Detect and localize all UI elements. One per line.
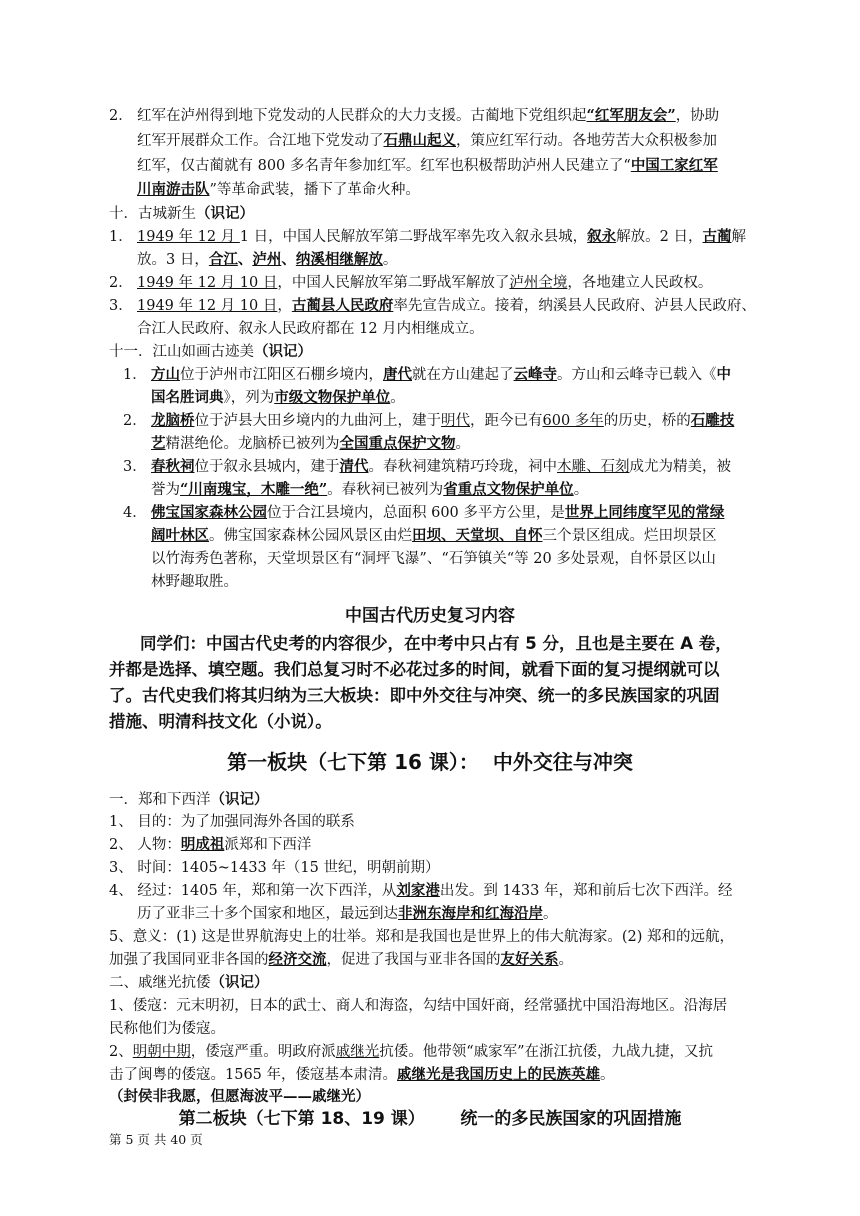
paragraph-line: 林野趣取胜。 xyxy=(151,574,238,590)
list-number: 1． xyxy=(123,367,147,383)
paragraph-line: 佛宝国家森林公园位于合江县境内，总面积 600 多平方公里，是世界上同纬度罕见的常绿 xyxy=(151,504,725,521)
paragraph-line: 龙脑桥位于泸县大田乡境内的九曲河上，建于明代，距今已有600 多年的历史，桥的石雕技 xyxy=(151,412,735,429)
block-title: 第二板块（七下第 18、19 课） 统一的多民族国家的巩固措施 xyxy=(178,1109,682,1129)
paragraph-line: 红军开展群众工作。合江地下党发动了石鼎山起义，策应红军行动。各地劳苦大众积极参加 xyxy=(137,132,717,149)
list-number: 2． xyxy=(109,275,133,291)
list-number: 1． xyxy=(109,229,133,245)
paragraph-line: 1949 年 12 月 10 日，中国人民解放军第二野战军解放了泸州全境，各地建立人民政权。 xyxy=(137,275,713,291)
section-title: 中国古代历史复习内容 xyxy=(345,606,515,626)
paragraph-line: 1、倭寇：元末明初，日本的武士、商人和海盗，勾结中国奸商，经常骚扰中国沿海地区。沿海居 xyxy=(109,998,728,1014)
paragraph-line: 国名胜词典》，列为市级文物保护单位。 xyxy=(151,389,405,406)
paragraph-line: 民称他们为倭寇。 xyxy=(109,1021,225,1037)
paragraph-line: 1949 年 12 月 10 日，古蔺县人民政府率先宣告成立。接着，纳溪县人民政府、泸县人民政府、 xyxy=(137,297,756,314)
paragraph-line: 历了亚非三十多个国家和地区，最远到达非洲东海岸和红海沿岸。 xyxy=(137,905,558,922)
paragraph-line: 4、 经过：1405 年，郑和第一次下西洋，从刘家港出发。到 1433 年，郑和前后七次下西洋。经 xyxy=(109,882,733,899)
paragraph-line: 誉为“川南瑰宝，木雕一绝”。春秋祠已被列为省重点文物保护单位。 xyxy=(151,481,589,498)
paragraph-line: 击了闽粤的倭寇。1565 年，倭寇基本肃清。戚继光是我国历史上的民族英雄。 xyxy=(109,1066,615,1083)
paragraph-line: 川南游击队”等革命武装，播下了革命火种。 xyxy=(137,181,420,198)
paragraph-line: 2、 人物：明成祖派郑和下西洋 xyxy=(109,836,312,853)
paragraph-line: 5、意义：(1) 这是世界航海史上的壮举。郑和是我国也是世界上的伟大航海家。(2) 郑和的远航， xyxy=(109,929,735,945)
quote-line: （封侯非我愿，但愿海波平——戚继光） xyxy=(109,1088,370,1105)
list-number: 2． xyxy=(123,413,147,429)
paragraph-line: 方山位于泸州市江阳区石棚乡境内，唐代就在方山建起了云峰寺。方山和云峰寺已载入《中 xyxy=(151,366,731,383)
paragraph-line: 合江人民政府、叙永人民政府都在 12 月内相继成立。 xyxy=(137,321,484,337)
section-heading: 一．郑和下西洋（识记） xyxy=(109,791,269,808)
paragraph-line: 1949 年 12 月 1 日，中国人民解放军第二野战军率先攻入叙永县城，叙永解放。2 日，古蔺解 xyxy=(137,228,746,245)
intro-line: 并都是选择、填空题。我们总复习时不必花过多的时间，就看下面的复习提纲就可以 xyxy=(109,660,720,679)
block-title: 第一板块（七下第 16 课）： 中外交往与冲突 xyxy=(227,750,633,774)
section-heading: 十一．江山如画古迹美（识记） xyxy=(109,343,312,360)
list-number: 2． xyxy=(109,108,133,124)
intro-line: 了。古代史我们将其归纳为三大板块：即中外交往与冲突、统一的多民族国家的巩固 xyxy=(109,686,720,705)
paragraph-line: 红军，仅古蔺就有 800 多名青年参加红军。红军也积极帮助泸州人民建立了“中国工家红军 xyxy=(137,157,718,174)
paragraph-line: 艺精湛绝伦。龙脑桥已被列为全国重点保护文物。 xyxy=(151,435,470,452)
list-number: 3． xyxy=(109,298,133,314)
section-heading: 二、戚继光抗倭（识记） xyxy=(109,974,269,991)
paragraph-line: 1、 目的：为了加强同海外各国的联系 xyxy=(109,814,355,830)
paragraph-line: 以竹海秀色著称，天堂坝景区有“洞坪飞瀑”、“石笋镇关“等 20 多处景观，自怀景区以山 xyxy=(151,551,716,567)
intro-line: 措施、明清科技文化（小说）。 xyxy=(109,712,332,731)
paragraph-line: 3、 时间：1405~1433 年（15 世纪，明朝前期） xyxy=(109,860,440,876)
paragraph-line: 阔叶林区。佛宝国家森林公园风景区由烂田坝、天堂坝、自怀三个景区组成。烂田坝景区 xyxy=(151,527,717,544)
paragraph-line: 放。3 日，合江、泸州、纳溪相继解放。 xyxy=(137,251,398,268)
paragraph-line: 2、明朝中期，倭寇严重。明政府派戚继光抗倭。他带领“戚家军”在浙江抗倭，九战九捷，又抗 xyxy=(109,1044,714,1060)
paragraph-line: 春秋祠位于叙永县城内，建于清代。春秋祠建筑精巧玲珑，祠中木雕、石刻成尤为精美，被 xyxy=(151,458,731,475)
page-footer: 第 5 页 共 40 页 xyxy=(109,1132,203,1147)
section-heading: 十．古城新生（识记） xyxy=(109,205,254,222)
paragraph-line: 加强了我国同亚非各国的经济交流，促进了我国与亚非各国的友好关系。 xyxy=(109,951,573,968)
paragraph-line: 红军在泸州得到地下党发动的人民群众的大力支援。古蔺地下党组织起“红军朋友会”，协助 xyxy=(137,107,720,124)
list-number: 3． xyxy=(123,459,147,475)
list-number: 4． xyxy=(123,505,147,521)
intro-line: 同学们：中国古代史考的内容很少，在中考中只占有 5 分，且也是主要在 A 卷， xyxy=(140,634,732,653)
